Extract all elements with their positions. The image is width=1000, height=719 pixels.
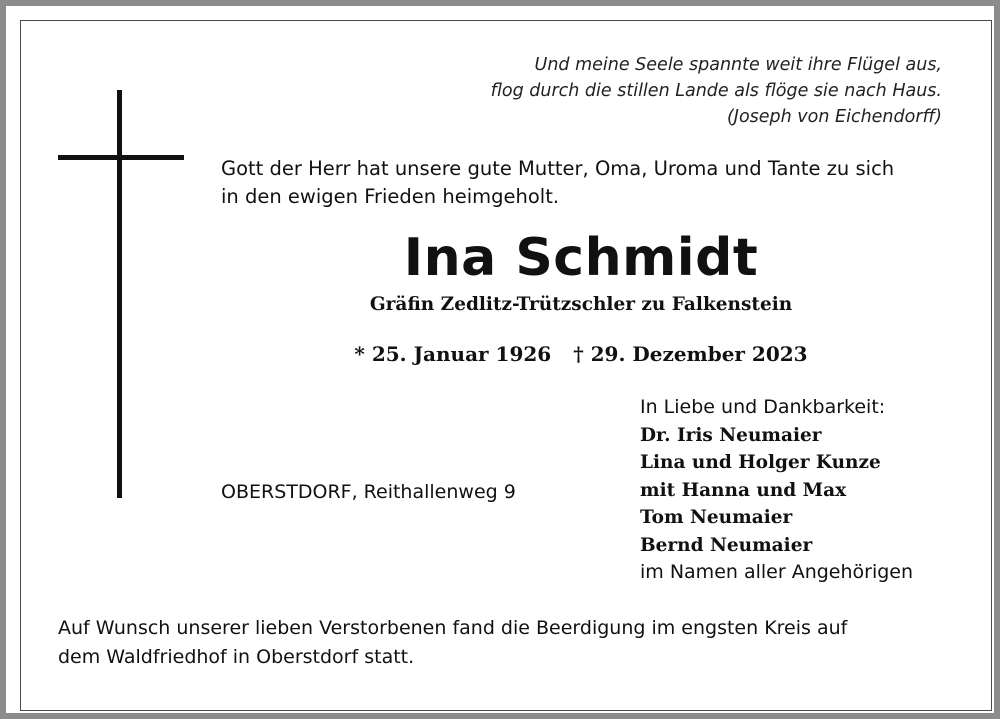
deceased-birth-name: Gräfin Zedlitz-Trützschler zu Falkenstein bbox=[369, 294, 793, 315]
mourner-name: Dr. Iris Neumaier bbox=[640, 424, 822, 446]
mourners-heading: In Liebe und Dankbarkeit: bbox=[640, 396, 886, 418]
intro-line-2: in den ewigen Frieden heimgeholt. bbox=[221, 185, 560, 208]
closing-line-1: Auf Wunsch unserer lieben Verstorbenen fand die Beerdigung im engsten Kreis auf bbox=[58, 617, 848, 639]
death-date: † 29. Dezember 2023 bbox=[573, 342, 808, 366]
quote-author: (Joseph von Eichendorff) bbox=[726, 107, 942, 127]
mourner-name: mit Hanna und Max bbox=[640, 479, 847, 501]
mourner-name: Bernd Neumaier bbox=[640, 534, 813, 556]
family-address: OBERSTDORF, Reithallenweg 9 bbox=[221, 481, 516, 503]
life-dates bbox=[221, 338, 941, 370]
cross-horizontal-bar bbox=[58, 155, 184, 160]
cross-vertical-bar bbox=[117, 90, 122, 498]
birth-date: * 25. Januar 1926 bbox=[354, 342, 552, 366]
mourners-block bbox=[640, 394, 960, 587]
mourner-name: Tom Neumaier bbox=[640, 507, 793, 528]
quote-line-2: flog durch die stillen Lande als flöge sie nach Haus. bbox=[490, 81, 942, 101]
closing-line-2: dem Waldfriedhof in Oberstdorf statt. bbox=[58, 646, 415, 668]
closing-note bbox=[58, 614, 958, 672]
intro-text bbox=[221, 155, 951, 211]
intro-line-1: Gott der Herr hat unsere gute Mutter, Oma, Uroma und Tante zu sich bbox=[221, 157, 895, 180]
poem-quote bbox=[382, 52, 942, 130]
mourner-name: Lina und Holger Kunze bbox=[640, 452, 881, 473]
mourners-footer: im Namen aller Angehörigen bbox=[640, 561, 914, 583]
quote-line-1: Und meine Seele spannte weit ihre Flügel aus, bbox=[534, 55, 942, 75]
deceased-name: Ina Schmidt bbox=[403, 228, 759, 288]
